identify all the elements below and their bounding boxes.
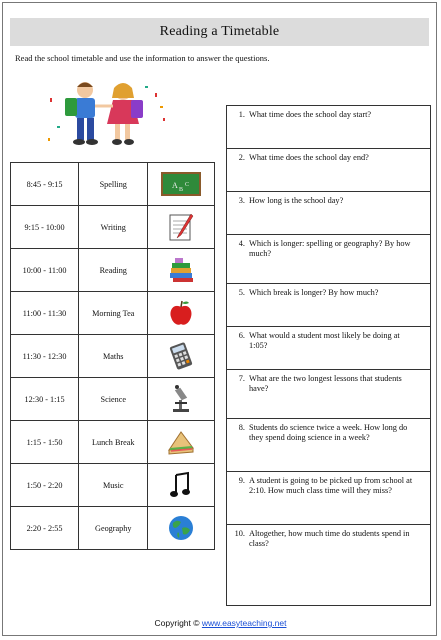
- question-row: [227, 235, 431, 284]
- calculator-icon: [148, 335, 215, 378]
- music-note-icon: [148, 464, 215, 507]
- question-row: [227, 525, 431, 606]
- question-number: 6.: [238, 331, 245, 340]
- page-title: [10, 18, 429, 46]
- question-row: [227, 370, 431, 419]
- timetable-time: 12:30 - 1:15: [11, 378, 79, 421]
- question-cell[interactable]: [227, 327, 431, 370]
- question-number: 3.: [238, 196, 245, 205]
- question-cell[interactable]: [227, 472, 431, 525]
- timetable-row: [11, 206, 215, 249]
- question-cell[interactable]: [227, 419, 431, 472]
- question-row: [227, 327, 431, 370]
- question-cell[interactable]: [227, 235, 431, 284]
- svg-text:B: B: [179, 187, 184, 193]
- timetable-time: 10:00 - 11:00: [11, 249, 79, 292]
- svg-text:C: C: [185, 182, 190, 188]
- timetable-time: 9:15 - 10:00: [11, 206, 79, 249]
- question-number: 1.: [238, 110, 245, 119]
- instructions: Read the school timetable and use the information to answer the questions.: [15, 53, 270, 63]
- page-title-text: Reading a Timetable: [159, 24, 280, 39]
- timetable-time: 2:20 - 2:55: [11, 507, 79, 550]
- question-number: 7.: [238, 374, 245, 383]
- question-number: 2.: [238, 153, 245, 162]
- timetable-subject: Morning Tea: [79, 292, 148, 335]
- timetable-subject: Reading: [79, 249, 148, 292]
- question-text: Which break is longer? By how much?: [249, 288, 379, 297]
- timetable-row: [11, 249, 215, 292]
- globe-icon: [148, 507, 215, 550]
- question-text: What time does the school day end?: [249, 153, 369, 162]
- books-icon: [148, 249, 215, 292]
- question-text: Which is longer: spelling or geography? By how much?: [249, 239, 411, 258]
- timetable-subject: Lunch Break: [79, 421, 148, 464]
- question-row: [227, 192, 431, 235]
- question-text: Altogether, how much time do students spend in class?: [249, 529, 410, 548]
- timetable-time: 1:50 - 2:20: [11, 464, 79, 507]
- question-number: 8.: [238, 423, 245, 432]
- question-text: What would a student most likely be doing at 1:05?: [249, 331, 400, 350]
- question-cell[interactable]: [227, 370, 431, 419]
- question-number: 9.: [238, 476, 245, 485]
- sandwich-icon: [148, 421, 215, 464]
- question-text: Students do science twice a week. How long do they spend doing science in a week?: [249, 423, 408, 442]
- timetable-subject: Geography: [79, 507, 148, 550]
- chalkboard-icon: [148, 163, 215, 206]
- question-cell[interactable]: [227, 149, 431, 192]
- question-row: [227, 472, 431, 525]
- question-text: How long is the school day?: [249, 196, 344, 205]
- timetable-row: [11, 292, 215, 335]
- timetable-subject: Spelling: [79, 163, 148, 206]
- question-number: 5.: [238, 288, 245, 297]
- timetable-time: 11:30 - 12:30: [11, 335, 79, 378]
- question-text: What time does the school day start?: [249, 110, 372, 119]
- question-cell[interactable]: [227, 106, 431, 149]
- question-cell[interactable]: [227, 192, 431, 235]
- svg-text:A: A: [172, 181, 178, 190]
- timetable-subject: Writing: [79, 206, 148, 249]
- question-cell[interactable]: [227, 284, 431, 327]
- timetable-row: [11, 163, 215, 206]
- timetable: [10, 162, 215, 550]
- website-link[interactable]: www.easyteaching.net: [201, 618, 287, 628]
- question-number: 4.: [238, 239, 245, 248]
- apple-icon: [148, 292, 215, 335]
- timetable-subject: Music: [79, 464, 148, 507]
- question-row: [227, 284, 431, 327]
- children-walking-illustration: [45, 78, 170, 153]
- question-text: A student is going to be picked up from school at 2:10. How much class time will they miss?: [249, 476, 413, 495]
- timetable-row: [11, 335, 215, 378]
- notepad-pencil-icon: [148, 206, 215, 249]
- question-row: [227, 419, 431, 472]
- question-row: [227, 106, 431, 149]
- question-text: What are the two longest lessons that students have?: [249, 374, 402, 393]
- timetable-time: 11:00 - 11:30: [11, 292, 79, 335]
- timetable-row: [11, 507, 215, 550]
- question-number: 10.: [234, 529, 245, 538]
- question-cell[interactable]: [227, 525, 431, 606]
- timetable-time: 1:15 - 1:50: [11, 421, 79, 464]
- microscope-icon: [148, 378, 215, 421]
- footer-copyright: [0, 618, 441, 628]
- timetable-subject: Science: [79, 378, 148, 421]
- copyright-text: Copyright ©: [154, 618, 200, 628]
- question-row: [227, 149, 431, 192]
- timetable-subject: Maths: [79, 335, 148, 378]
- timetable-row: [11, 378, 215, 421]
- timetable-row: [11, 464, 215, 507]
- questions-list: [226, 105, 431, 606]
- timetable-time: 8:45 - 9:15: [11, 163, 79, 206]
- timetable-row: [11, 421, 215, 464]
